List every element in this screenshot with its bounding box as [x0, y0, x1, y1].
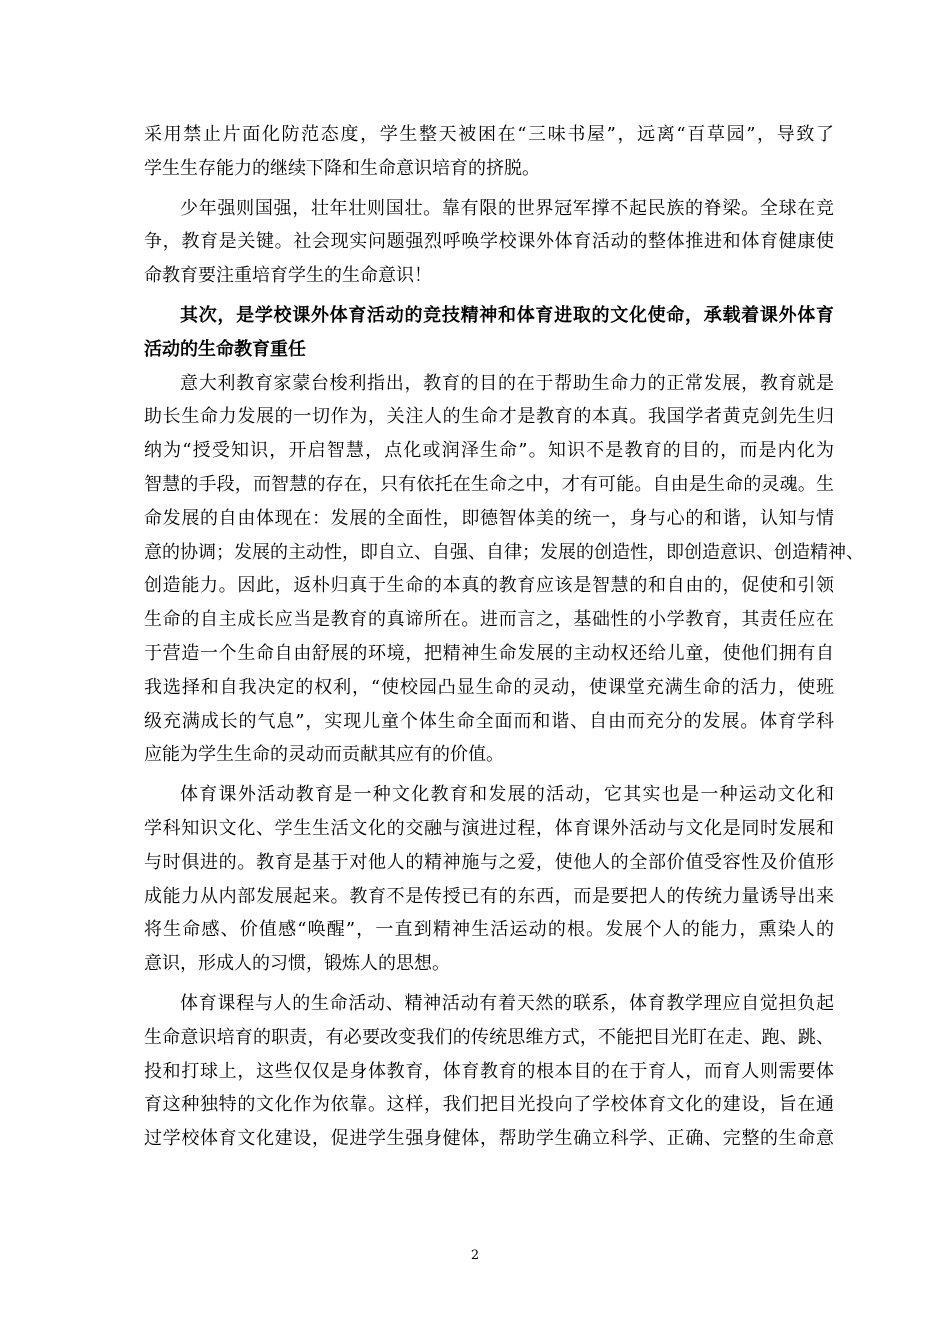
- text-line: 意识，形成人的习惯，锻炼人的思想。: [144, 953, 450, 975]
- text-line: 级充满成长的气息”，实现儿童个体生命全面而和谐、自由而充分的发展。体育学科: [144, 710, 834, 732]
- section-heading-line: 活动的生命教育重任: [144, 338, 306, 360]
- text-line: 意的协调；发展的主动性，即自立、自强、自律；发展的创造性，即创造意识、创造精神、: [144, 541, 864, 563]
- text-line: 应能为学生生命的灵动而贡献其应有的价值。: [144, 744, 504, 766]
- text-line: 我选择和自我决定的权利，“使校园凸显生命的灵动，使课堂充满生命的活力，使班: [144, 676, 834, 698]
- text-line: 命发展的自由体现在：发展的全面性，即德智体美的统一，身与心的和谐，认知与情: [144, 507, 834, 529]
- text-line: 将生命感、价值感“唤醒”，一直到精神生活运动的根。发展个人的能力，熏染人的: [144, 919, 834, 941]
- text-line: 命教育要注重培育学生的生命意识！: [144, 265, 432, 287]
- text-line: 育这种独特的文化作为依靠。这样，我们把目光投向了学校体育文化的建设，旨在通: [144, 1094, 834, 1116]
- section-heading-line: 其次，是学校课外体育活动的竞技精神和体育进取的文化使命，承载着课外体育: [180, 304, 834, 326]
- text-line: 少年强则国强，壮年壮则国壮。靠有限的世界冠军撑不起民族的脊梁。全球在竞: [180, 197, 834, 219]
- text-line: 体育课程与人的生命活动、精神活动有着天然的联系，体育教学理应自觉担负起: [180, 992, 834, 1014]
- text-line: 生命的自主成长应当是教育的真谛所在。进而言之，基础性的小学教育，其责任应在: [144, 609, 834, 631]
- text-line: 纳为“授受知识，开启智慧，点化或润泽生命”。知识不是教育的目的，而是内化为: [144, 440, 834, 462]
- text-line: 学科知识文化、学生生活文化的交融与演进过程，体育课外活动与文化是同时发展和: [144, 817, 834, 839]
- text-line: 智慧的手段，而智慧的存在，只有依托在生命之中，才有可能。自由是生命的灵魂。生: [144, 473, 834, 495]
- body-text: [144, 118, 864, 1156]
- text-line: 投和打球上，这些仅仅是身体教育，体育教育的根本目的在于育人，而育人则需要体: [144, 1060, 834, 1082]
- text-line: 成能力从内部发展起来。教育不是传授已有的东西，而是要把人的传统力量诱导出来: [144, 885, 834, 907]
- text-line: 采用禁止片面化防范态度，学生整天被困在“三味书屋”，远离“百草园”，导致了: [144, 124, 834, 145]
- text-line: 体育课外活动教育是一种文化教育和发展的活动，它其实也是一种运动文化和: [180, 784, 834, 806]
- text-line: 意大利教育家蒙台梭利指出，教育的目的在于帮助生命力的正常发展，教育就是: [180, 372, 834, 394]
- text-line: 与时俱进的。教育是基于对他人的精神施与之爱，使他人的全部价值受容性及价值形: [144, 851, 834, 873]
- text-line: 生命意识培育的职责，有必要改变我们的传统思维方式，不能把目光盯在走、跑、跳、: [144, 1026, 834, 1048]
- text-line: 过学校体育文化建设，促进学生强身健体，帮助学生确立科学、正确、完整的生命意: [144, 1128, 834, 1150]
- page-number: 2: [470, 1248, 480, 1263]
- text-line: 争，教育是关键。社会现实问题强烈呼唤学校课外体育活动的整体推进和体育健康使: [144, 231, 834, 253]
- text-line: 于营造一个生命自由舒展的环境，把精神生命发展的主动权还给儿童，使他们拥有自: [144, 642, 834, 664]
- text-line: 创造能力。因此，返朴归真于生命的本真的教育应该是智慧的和自由的，促使和引领: [144, 575, 834, 597]
- text-line: 助长生命力发展的一切作为，关注人的生命才是教育的本真。我国学者黄克剑先生归: [144, 406, 834, 428]
- text-line: 学生生存能力的继续下降和生命意识培育的挤脱。: [144, 157, 540, 179]
